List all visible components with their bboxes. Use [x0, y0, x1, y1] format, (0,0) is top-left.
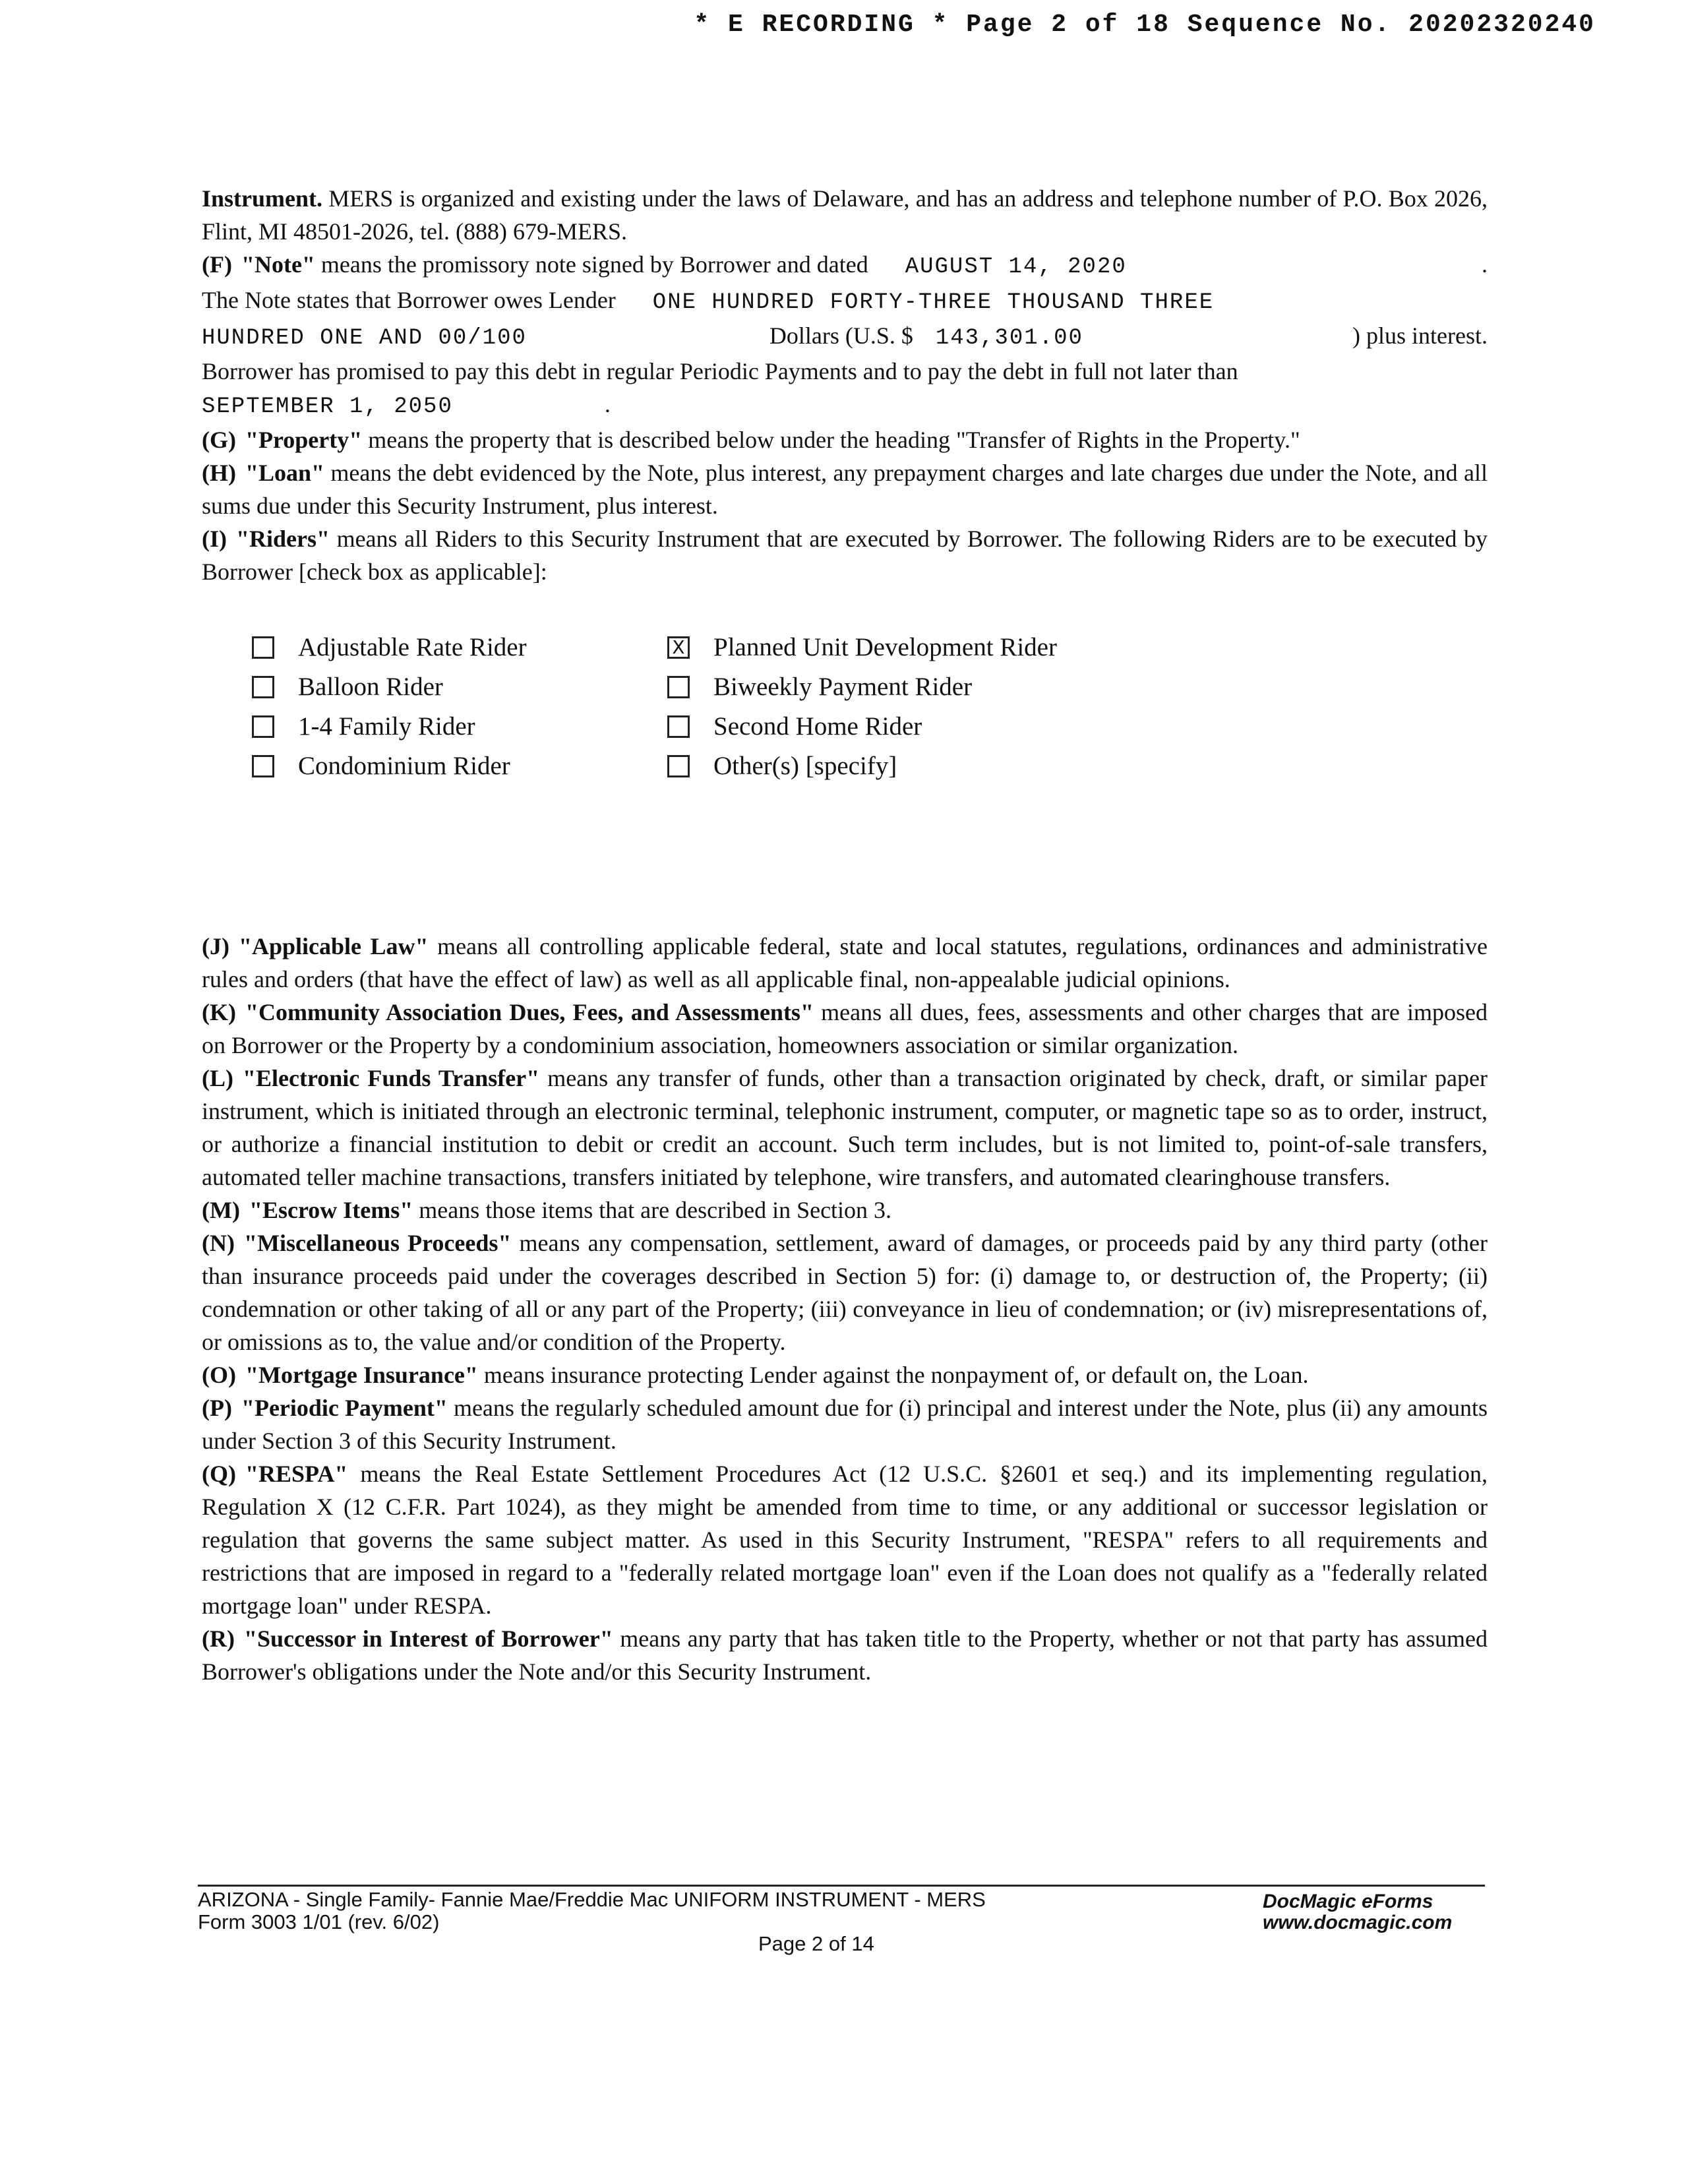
rider-checkbox[interactable]	[252, 715, 274, 738]
definition-paragraph	[202, 1194, 1488, 1227]
definitions-bottom	[202, 930, 1488, 1688]
rider-checkbox[interactable]	[667, 676, 690, 698]
definition-tag: (G)	[202, 427, 236, 453]
definition-tag: (I)	[202, 526, 227, 552]
rider-checkbox[interactable]	[252, 676, 274, 698]
definition-text: means insurance protecting Lender against the nonpayment of, or default on, the Loan.	[477, 1362, 1309, 1388]
note-amount-words-2: HUNDRED ONE AND 00/100	[202, 326, 527, 351]
definition-tag: (O)	[202, 1362, 236, 1388]
definition-text: means all Riders to this Security Instrument that are executed by Borrower. The following Riders are to be executed by Borrower [check box as applicable]:	[202, 526, 1488, 585]
definition-term: "Property"	[245, 427, 363, 453]
definition-paragraph	[202, 996, 1488, 1062]
rider-label: 1-4 Family Rider	[298, 712, 475, 741]
note-dollars-label: Dollars (U.S. $	[769, 322, 913, 349]
rider-checkbox[interactable]	[252, 636, 274, 659]
definition-text: means all dues, fees, assessments and other charges that are imposed on Borrower or the Property by a condominium association, homeowners association or similar organization.	[202, 999, 1488, 1058]
definition-tag: (Q)	[202, 1461, 236, 1487]
note-period: .	[1482, 251, 1488, 278]
definition-term: "Community Association Dues, Fees, and Assessments"	[245, 999, 814, 1025]
definition-paragraph	[202, 522, 1488, 588]
definition-term: "Note"	[241, 251, 315, 278]
document-body	[202, 182, 1488, 1688]
definition-note	[202, 248, 1488, 423]
rider-label: Other(s) [specify]	[713, 752, 897, 780]
rider-checkbox[interactable]	[667, 755, 690, 777]
definition-text: means any party that has taken title to the Property, whether or not that party has assumed Borrower's obligations under the Note and/or this Security Instrument.	[202, 1625, 1488, 1685]
definition-term: "Applicable Law"	[238, 933, 429, 959]
intro-paragraph	[202, 182, 1488, 248]
definition-paragraph	[202, 1622, 1488, 1688]
page-number: Page 2 of 14	[758, 1932, 874, 1955]
definition-text: means any transfer of funds, other than a transaction originated by check, draft, or similar paper instrument, which is initiated through an electronic terminal, telephonic instrument, computer, or magnetic tape so as to order, instruct, or authorize a financial institution to debit or credit an account. Such term includes, but is not limited to, point-of-sale transfers, automated teller machine transactions, transfers initiated by telephone, wire transfers, and automated clearinghouse transfers.	[202, 1065, 1488, 1190]
note-amount: 143,301.00	[935, 326, 1083, 351]
definition-text: means the debt evidenced by the Note, plus interest, any prepayment charges and late charges due under the Note, and all sums due under this Security Instrument, plus interest.	[202, 460, 1488, 519]
rider-label: Planned Unit Development Rider	[713, 633, 1057, 661]
definition-paragraph	[202, 930, 1488, 996]
definition-term: "Riders"	[236, 526, 330, 552]
definition-tag: (F)	[202, 251, 232, 278]
definition-text: means the promissory note signed by Borrower and dated	[315, 251, 868, 278]
rider-option	[252, 669, 667, 706]
definition-term: "RESPA"	[245, 1461, 348, 1487]
note-date: AUGUST 14, 2020	[905, 255, 1127, 280]
docmagic-logo: DocMagic eForms	[1263, 1891, 1433, 1912]
note-plus-interest: ) plus interest.	[1352, 322, 1488, 349]
riders-checklist	[252, 629, 1488, 785]
definition-paragraph	[202, 1358, 1488, 1391]
rider-checkbox[interactable]	[252, 755, 274, 777]
definition-tag: (K)	[202, 999, 236, 1025]
definition-paragraph	[202, 1062, 1488, 1194]
definition-term: "Loan"	[245, 460, 324, 486]
rider-label: Adjustable Rate Rider	[298, 633, 527, 661]
definition-tag: (R)	[202, 1625, 235, 1652]
footer-form-info	[198, 1889, 986, 1933]
definition-paragraph	[202, 456, 1488, 522]
rider-checkbox[interactable]	[667, 715, 690, 738]
footer-divider	[198, 1885, 1485, 1887]
footer-url: www.docmagic.com	[1263, 1912, 1453, 1933]
rider-label: Second Home Rider	[713, 712, 922, 741]
definition-term: "Periodic Payment"	[241, 1395, 448, 1421]
rider-option	[667, 629, 1129, 666]
recording-stamp: * E RECORDING * Page 2 of 18 Sequence No. 20202320240	[694, 11, 1596, 39]
rider-option	[667, 708, 1129, 745]
definition-text: means all controlling applicable federal, state and local statutes, regulations, ordinances and administrative rules and orders (that have the effect of law) as well as all applicable final, non-appealable judicial opinions.	[202, 933, 1488, 992]
definition-tag: (N)	[202, 1230, 235, 1256]
definition-tag: (M)	[202, 1197, 240, 1223]
rider-label: Condominium Rider	[298, 752, 510, 780]
intro-text: MERS is organized and existing under the laws of Delaware, and has an address and telephone number of P.O. Box 2026, Flint, MI 48501-2026, tel. (888) 679-MERS.	[202, 185, 1488, 245]
intro-term: Instrument.	[202, 185, 323, 212]
definition-tag: (H)	[202, 460, 236, 486]
note-maturity-date: SEPTEMBER 1, 2050	[202, 394, 453, 419]
definition-paragraph	[202, 1227, 1488, 1358]
definition-tag: (L)	[202, 1065, 233, 1091]
definition-tag: (J)	[202, 933, 229, 959]
definition-term: "Miscellaneous Proceeds"	[243, 1230, 512, 1256]
definition-term: "Electronic Funds Transfer"	[243, 1065, 540, 1091]
rider-option	[667, 748, 1129, 785]
note-maturity-text: Borrower has promised to pay this debt in regular Periodic Payments and to pay the debt in full not later than	[202, 358, 1238, 384]
rider-option	[252, 708, 667, 745]
definition-text: means those items that are described in Section 3.	[413, 1197, 892, 1223]
rider-checkbox[interactable]: X	[667, 636, 690, 659]
rider-option	[667, 669, 1129, 706]
footer-line2: Form 3003 1/01 (rev. 6/02)	[198, 1910, 440, 1933]
rider-option	[252, 748, 667, 785]
definition-tag: (P)	[202, 1395, 232, 1421]
rider-label: Balloon Rider	[298, 673, 443, 701]
definition-text: means the regularly scheduled amount due for (i) principal and interest under the Note, plus (ii) any amounts under Section 3 of this Security Instrument.	[202, 1395, 1488, 1454]
definition-text: means the Real Estate Settlement Procedures Act (12 U.S.C. §2601 et seq.) and its implementing regulation, Regulation X (12 C.F.R. Part 1024), as they might be amended from time to time, or any additional or successor legislation or regulation that governs the same subject matter. As used in this Security Instrument, "RESPA" refers to all requirements and restrictions that are imposed in regard to a "federally related mortgage loan" even if the Loan does not qualify as a "federally related mortgage loan" under RESPA.	[202, 1461, 1488, 1619]
definition-paragraph	[202, 1391, 1488, 1457]
definition-text: means the property that is described below under the heading "Transfer of Rights in the Property."	[362, 427, 1300, 453]
footer-line1: ARIZONA - Single Family- Fannie Mae/Freddie Mac UNIFORM INSTRUMENT - MERS	[198, 1888, 986, 1911]
footer-brand	[1263, 1891, 1452, 1933]
rider-option	[252, 629, 667, 666]
definition-term: "Escrow Items"	[249, 1197, 413, 1223]
definition-paragraph	[202, 1457, 1488, 1622]
definition-term: "Mortgage Insurance"	[245, 1362, 478, 1388]
note-amount-words-1: ONE HUNDRED FORTY-THREE THOUSAND THREE	[652, 290, 1215, 315]
rider-label: Biweekly Payment Rider	[713, 673, 973, 701]
note-owes-text: The Note states that Borrower owes Lender	[202, 287, 616, 313]
definition-paragraph	[202, 423, 1488, 456]
definitions-top	[202, 423, 1488, 588]
note-maturity-period: .	[604, 391, 611, 417]
definition-text: means any compensation, settlement, award of damages, or proceeds paid by any third party (other than insurance proceeds paid under the coverages described in Section 5) for: (i) damage to, or destruction of, the Property; (ii) condemnation or other taking of all or any part of the Property; (iii) conveyance in lieu of condemnation; or (iv) misrepresentations of, or omissions as to, the value and/or condition of the Property.	[202, 1230, 1488, 1355]
definition-term: "Successor in Interest of Borrower"	[243, 1625, 613, 1652]
